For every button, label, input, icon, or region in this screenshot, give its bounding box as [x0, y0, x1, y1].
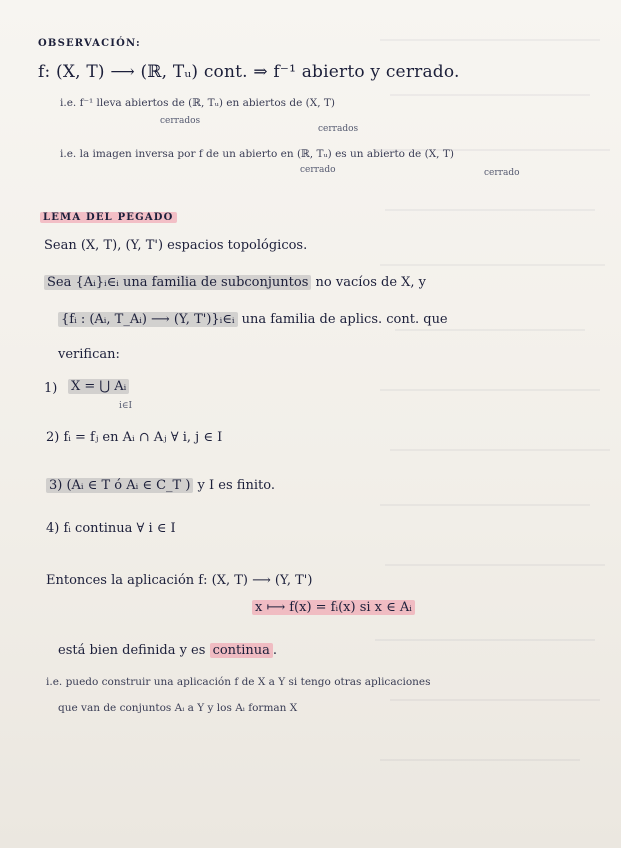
show-through-texture: [360, 0, 620, 848]
condition-4: 4) fᵢ continua ∀ i ∈ I: [46, 521, 176, 536]
entonces-line: Entonces la aplicación f: (X, T) ⟶ (Y, T'): [46, 573, 313, 588]
definition-line: [252, 600, 415, 615]
condition-1-highlight: X = ⋃ Aᵢ: [68, 379, 129, 394]
lema-line-2: [44, 275, 426, 290]
condition-3-rest: y I es finito.: [193, 478, 275, 493]
condition-1-label: 1): [44, 381, 58, 396]
observacion-line-3: i.e. la imagen inversa por f de un abierto en (ℝ, Tᵤ) es un abierto de (X, T): [60, 148, 454, 160]
condition-3-highlight: 3) (Aᵢ ∈ T ó Aᵢ ∈ C_T ): [46, 478, 193, 493]
ie-line-2: que van de conjuntos Aᵢ a Y y los Aᵢ forman X: [58, 702, 298, 714]
conclusion-line: [58, 643, 277, 658]
observacion-line-2: i.e. f⁻¹ lleva abiertos de (ℝ, Tᵤ) en abiertos de (X, T): [60, 97, 336, 109]
continua-highlight: continua: [210, 643, 273, 658]
note-cerrado-2: cerrado: [484, 168, 520, 178]
ie-line-1: i.e. puedo construir una aplicación f de X a Y si tengo otras aplicaciones: [46, 676, 431, 688]
condition-1: [68, 379, 129, 394]
lema-line-2-rest: no vacíos de X, y: [311, 275, 427, 290]
observacion-line-1: f: (X, T) ⟶ (ℝ, Tᵤ) cont. ⇒ f⁻¹ abierto y cerrado.: [38, 62, 460, 82]
conclusion-text: está bien definida y es: [58, 643, 206, 658]
lema-line-3: [58, 312, 448, 327]
note-cerrados-2: cerrados: [318, 124, 359, 134]
observacion-title: OBSERVACIÓN:: [38, 38, 141, 49]
condition-3: [46, 478, 275, 493]
condition-1-index: i∈I: [119, 401, 133, 411]
lema-line-4: verifican:: [58, 347, 120, 362]
conclusion-period: .: [272, 643, 278, 658]
lema-line-3-rest: una familia de aplics. cont. que: [237, 312, 448, 327]
note-cerrados-1: cerrados: [160, 116, 201, 126]
lema-maps-highlight: {fᵢ : (Aᵢ, T_Aᵢ) ⟶ (Y, T')}ᵢ∈ᵢ: [58, 312, 238, 327]
definition-highlight: x ⟼ f(x) = fᵢ(x) si x ∈ Aᵢ: [252, 600, 415, 615]
lema-line-1: Sean (X, T), (Y, T') espacios topológicos.: [44, 238, 308, 253]
note-cerrado-1: cerrado: [300, 165, 336, 175]
lema-title-text: LEMA DEL PEGADO: [40, 212, 177, 223]
condition-2: 2) fᵢ = fⱼ en Aᵢ ∩ Aⱼ ∀ i, j ∈ I: [46, 430, 223, 445]
lema-title: [40, 212, 177, 223]
lema-family-highlight: Sea {Aᵢ}ᵢ∈ᵢ una familia de subconjuntos: [44, 275, 311, 290]
